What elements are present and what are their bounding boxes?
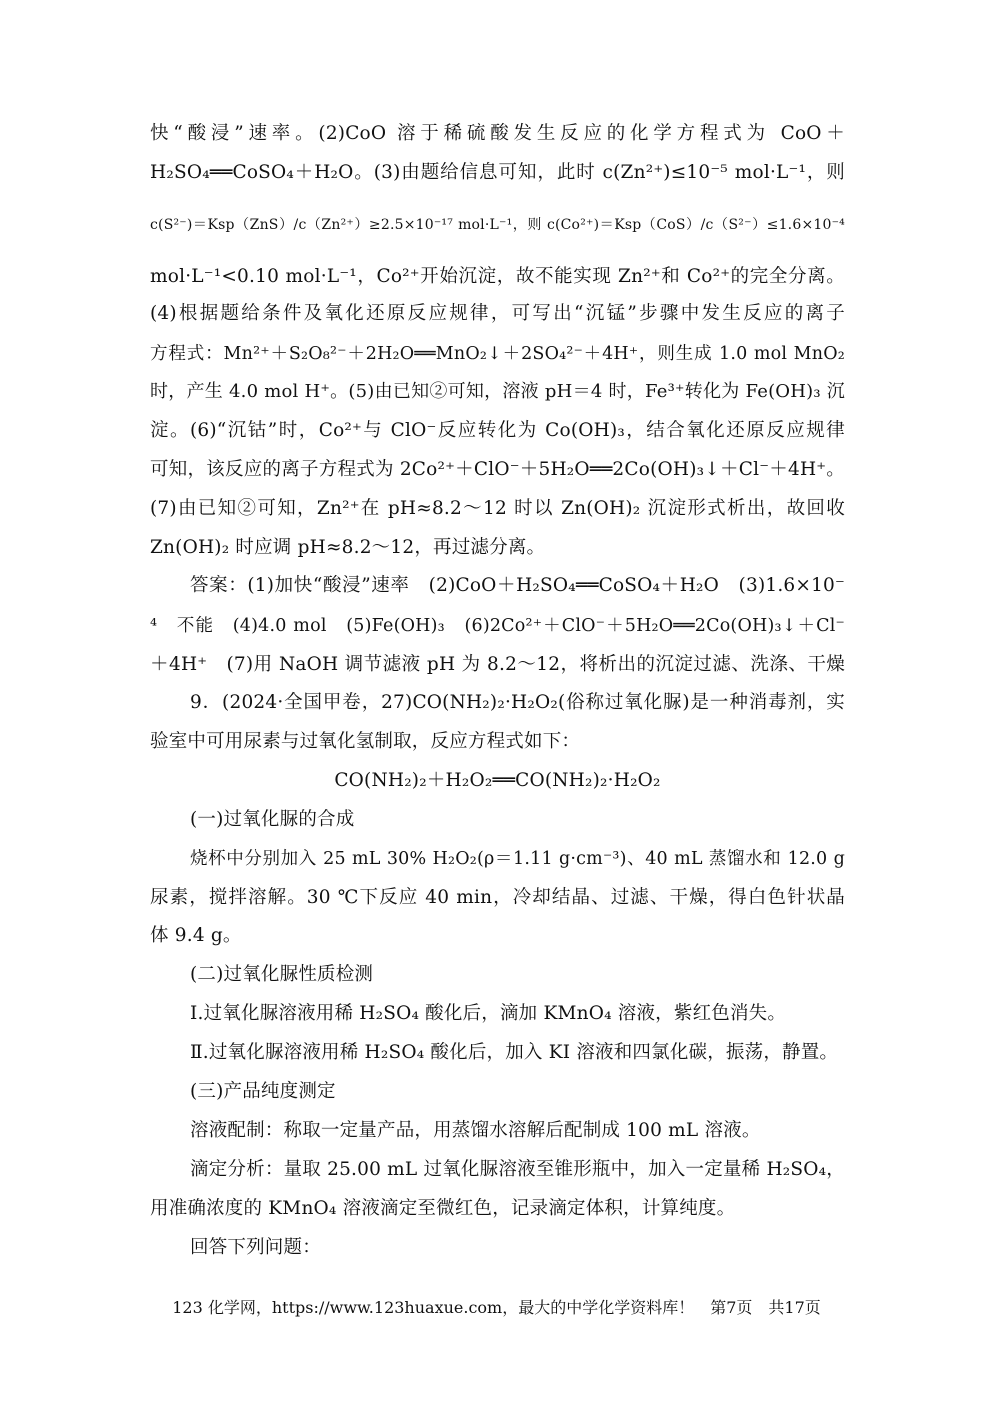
- text-line: 烧杯中分别加入 25 mL 30% H₂O₂(ρ＝1.11 g·cm⁻³)、40 mL 蒸馏水和 12.0 g: [190, 849, 845, 869]
- text-line: 时，产生 4.0 mol H⁺。(5)由已知②可知，溶液 pH＝4 时，Fe³⁺转化为 Fe(OH)₃ 沉: [150, 381, 845, 402]
- text-line: H₂SO₄══CoSO₄＋H₂O。(3)由题给信息可知，此时 c(Zn²⁺)≤10⁻⁵ mol·L⁻¹，则: [150, 162, 845, 183]
- text-line: (7)由已知②可知，Zn²⁺在 pH≈8.2～12 时以 Zn(OH)₂ 沉淀形式析出，故回收: [150, 498, 845, 519]
- text-line: 滴定分析：量取 25.00 mL 过氧化脲溶液至锥形瓶中，加入一定量稀 H₂SO₄，: [190, 1159, 845, 1180]
- text-line: 回答下列问题：: [190, 1237, 321, 1258]
- text-line: 方程式：Mn²⁺＋S₂O₈²⁻＋2H₂O══MnO₂↓＋2SO₄²⁻＋4H⁺，则生成 1.0 mol MnO₂: [150, 344, 845, 364]
- text-line: Ⅰ.过氧化脲溶液用稀 H₂SO₄ 酸化后，滴加 KMnO₄ 溶液，紫红色消失。: [190, 1003, 787, 1024]
- text-line: 体 9.4 g。: [150, 925, 242, 946]
- answer-line: ＋4H⁺ (7)用 NaOH 调节滤液 pH 为 8.2～12，将析出的沉淀过滤、洗涤、干燥: [150, 654, 845, 675]
- text-line: 尿素，搅拌溶解。30 ℃下反应 40 min，冷却结晶、过滤、干燥，得白色针状晶: [150, 887, 845, 908]
- question-line: 9．(2024·全国甲卷，27)CO(NH₂)₂·H₂O₂(俗称过氧化脲)是一种消毒剂，实: [190, 692, 845, 713]
- text-line: c(S²⁻)＝Ksp（ZnS）/c（Zn²⁺）≥2.5×10⁻¹⁷ mol·L⁻¹，则 c(Co²⁺)＝Ksp（CoS）/c（S²⁻）≤1.6×10⁻⁴: [150, 217, 845, 233]
- text-line: 快“酸浸”速率。(2)CoO 溶于稀硫酸发生反应的化学方程式为 CoO＋: [150, 123, 845, 144]
- page-footer: 123 化学网，https://www.123huaxue.com，最大的中学化学资料库！ 第7页 共17页: [172, 1298, 821, 1317]
- text-line: Ⅱ.过氧化脲溶液用稀 H₂SO₄ 酸化后，加入 KI 溶液和四氯化碳，振荡，静置。: [190, 1042, 839, 1063]
- text-line: 可知，该反应的离子方程式为 2Co²⁺＋ClO⁻＋5H₂O══2Co(OH)₃↓＋Cl⁻＋4H⁺。: [150, 459, 845, 480]
- text-line: 用准确浓度的 KMnO₄ 溶液滴定至微红色，记录滴定体积，计算纯度。: [150, 1198, 736, 1219]
- answer-line: 答案：(1)加快“酸浸”速率 (2)CoO＋H₂SO₄══CoSO₄＋H₂O (3)1.6×10⁻: [190, 575, 845, 596]
- text-line: Zn(OH)₂ 时应调 pH≈8.2～12，再过滤分离。: [150, 537, 546, 558]
- section-heading: (三)产品纯度测定: [190, 1081, 336, 1102]
- question-line: 验室中可用尿素与过氧化氢制取，反应方程式如下：: [150, 731, 581, 752]
- section-heading: (一)过氧化脲的合成: [190, 809, 355, 830]
- text-line: 溶液配制：称取一定量产品，用蒸馏水溶解后配制成 100 mL 溶液。: [190, 1120, 761, 1141]
- text-line: (4)根据题给条件及氧化还原反应规律，可写出“沉锰”步骤中发生反应的离子: [150, 303, 845, 324]
- equation-line: CO(NH₂)₂＋H₂O₂══CO(NH₂)₂·H₂O₂: [334, 770, 661, 791]
- section-heading: (二)过氧化脲性质检测: [190, 964, 374, 985]
- text-line: mol·L⁻¹<0.10 mol·L⁻¹，Co²⁺开始沉淀，故不能实现 Zn²⁺和 Co²⁺的完全分离。: [150, 266, 845, 287]
- answer-line: ⁴ 不能 (4)4.0 mol (5)Fe(OH)₃ (6)2Co²⁺＋ClO⁻＋5H₂O══2Co(OH)₃↓＋Cl⁻: [150, 616, 845, 636]
- text-line: 淀。(6)“沉钴”时，Co²⁺与 ClO⁻反应转化为 Co(OH)₃，结合氧化还原反应规律: [150, 420, 845, 441]
